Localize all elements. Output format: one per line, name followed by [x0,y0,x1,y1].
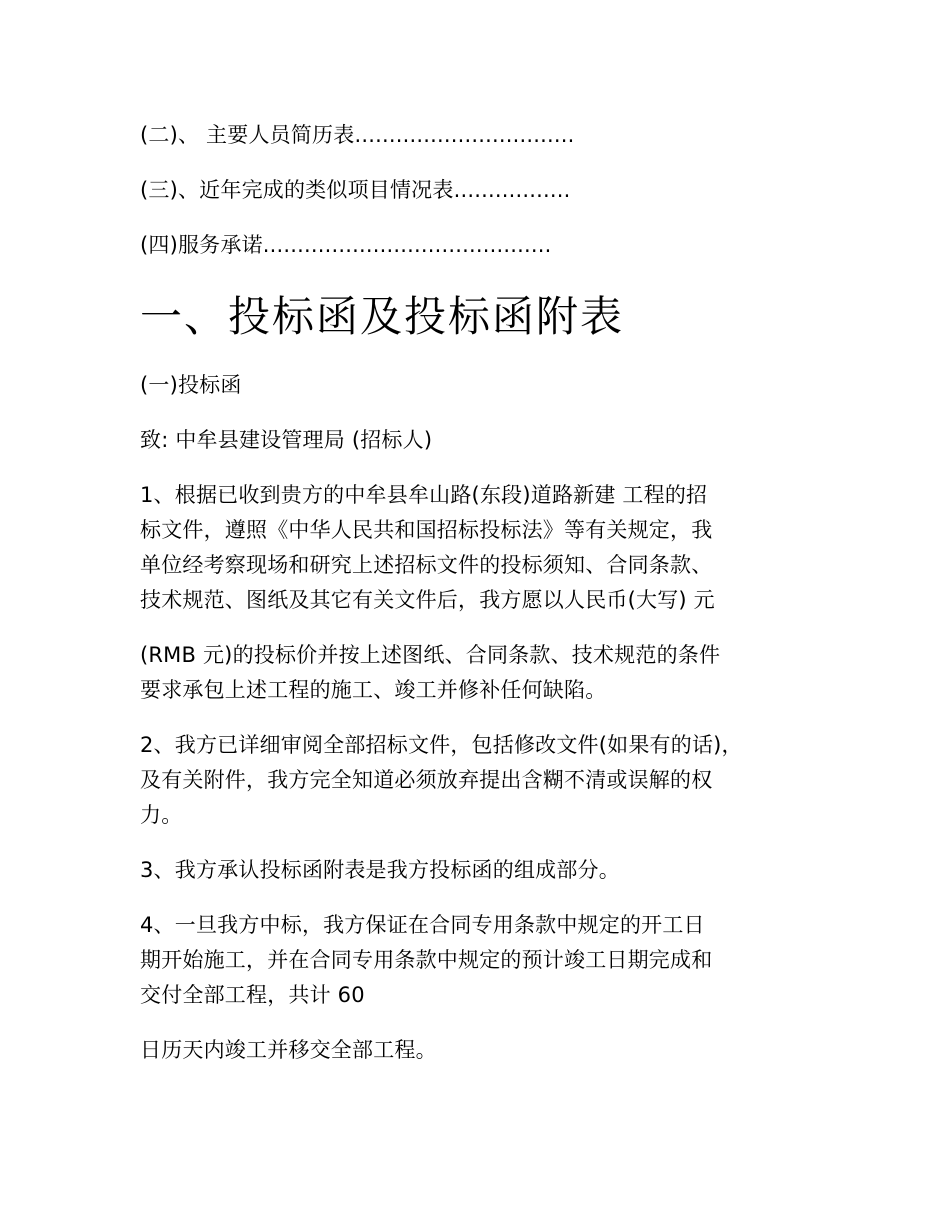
paragraph-4-line-3: 交付全部工程，共计 60 [140,983,365,1007]
toc-entry-staff-resume: (二)、 主要人员简历表................................ [140,123,575,147]
section-title: 一、投标函及投标函附表 [140,292,625,341]
paragraph-2-line-3: 力。 [140,803,183,827]
paragraph-2-line-1: 2、我方已详细审阅全部招标文件，包括修改文件(如果有的话)， [140,733,743,757]
paragraph-1-line-4: 技术规范、图纸及其它有关文件后，我方愿以人民币(大写) 元 [140,588,715,612]
addressee: 致: 中牟县建设管理局 (招标人) [140,428,433,452]
toc-entry-service-commitment: (四)服务承诺.......................................... [140,233,552,257]
paragraph-1b-line-2: 要求承包上述工程的施工、竣工并修补任何缺陷。 [140,678,607,702]
paragraph-1-line-1: 1、根据已收到贵方的中牟县牟山路(东段)道路新建 工程的招 [140,483,708,507]
toc-entry-similar-projects: (三)、近年完成的类似项目情况表................. [140,178,571,202]
paragraph-4b-line-1: 日历天内竣工并移交全部工程。 [140,1038,437,1062]
subsection-title: (一)投标函 [140,373,242,397]
paragraph-2-line-2: 及有关附件，我方完全知道必须放弃提出含糊不清或误解的权 [140,768,713,792]
paragraph-3-line-1: 3、我方承认投标函附表是我方投标函的组成部分。 [140,858,620,882]
paragraph-4-line-2: 期开始施工，并在合同专用条款中规定的预计竣工日期完成和 [140,948,713,972]
paragraph-1b-line-1: (RMB 元)的投标价并按上述图纸、合同条款、技术规范的条件 [140,643,721,667]
paragraph-4-line-1: 4、一旦我方中标，我方保证在合同专用条款中规定的开工日 [140,913,705,937]
paragraph-1-line-3: 单位经考察现场和研究上述招标文件的投标须知、合同条款、 [140,553,713,577]
paragraph-1-line-2: 标文件，遵照《中华人民共和国招标投标法》等有关规定，我 [140,518,713,542]
